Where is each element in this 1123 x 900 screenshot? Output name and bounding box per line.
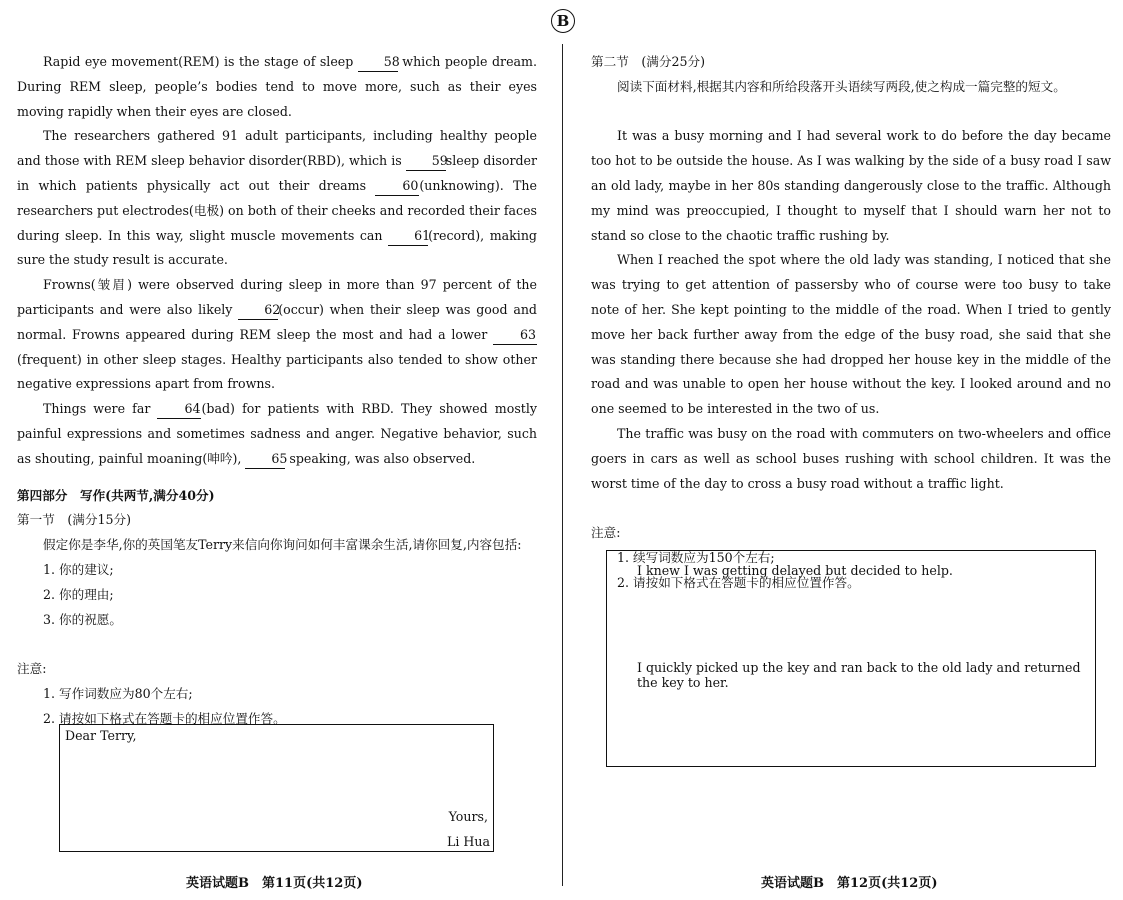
note-item: 2. 请按如下格式在答题卡的相应位置作答。	[617, 574, 860, 590]
page-footer-right: 英语试题B 第12页(共12页)	[761, 876, 938, 891]
passage-paragraph-4: Things were far 64(bad) for patients with RBD. They showed mostly painful expressions and sometimes sadness and anger. Negative behavior, such as shouting, painful moaning(呻吟), 65 speaking, was also observed.	[17, 397, 537, 471]
continuation-opening-1: I knew I was getting delayed but decided to help.	[637, 563, 953, 578]
note-item: 1. 续写词数应为150个左右;	[617, 549, 775, 565]
note-label: 注意:	[17, 661, 47, 677]
story-paragraph: It was a busy morning and I had several work to do before the day became too hot to be outside the house. As I was walking by the side of a busy road I saw an old lady, maybe in her 80s standing dangerously close to the traffic. Although my mind was preoccupied, I thought to myself that I should warn her not to stand so close to the chaotic traffic rushing by.	[591, 128, 1111, 243]
story-paragraph: The traffic was busy on the road with commuters on two-wheelers and office goers in cars as well as school buses rushing with school children. It was the worst time of the day to cross a busy road without a traffic light.	[591, 425, 1111, 491]
letter-signature: Li Hua	[447, 834, 490, 849]
blank-60[interactable]: 60	[375, 177, 419, 196]
section-4-title: 第四部分 写作(共两节,满分40分)	[17, 487, 215, 503]
section-2-title: 第二节 (满分25分)	[591, 54, 706, 69]
version-badge: B	[551, 9, 575, 33]
blank-65[interactable]: 65	[245, 450, 285, 469]
section-1-title: 第一节 (满分15分)	[17, 512, 132, 528]
passage-paragraph-2: The researchers gathered 91 adult participants, including healthy people and those with REM sleep behavior disorder(RBD), which is 59sleep disorder in which patients physically act out their dreams 60(unknowing). The researchers put electrodes(电极) on both of their cheeks and recorded their faces during sleep. In this way, slight muscle movements can 61(record), making sure the study result is accurate.	[17, 128, 537, 268]
letter-greeting: Dear Terry,	[65, 728, 137, 743]
blank-59[interactable]: 59	[406, 152, 446, 171]
continuation-answer-box[interactable]	[606, 550, 1096, 767]
blank-64[interactable]: 64	[157, 400, 201, 419]
letter-answer-box[interactable]	[59, 724, 494, 852]
blank-62[interactable]: 62	[238, 301, 278, 320]
task-item: 1. 你的建议;	[43, 561, 114, 577]
writing-task: 假定你是李华,你的英国笔友Terry来信向你询问如何丰富课余生活,请你回复,内容包括:	[43, 537, 522, 553]
column-divider	[562, 44, 563, 886]
right-column	[591, 50, 1111, 596]
story-paragraph: When I reached the spot where the old lady was standing, I noticed that she was trying to get attention of passersby who of course were too busy to take note of her. She kept pointing to the middle of the road. When I tried to gently move her back further away from the edge of the busy road, she said that she was standing there because she had dropped her house key in the middle of the road and was unable to open her house without the key. I looked around and no one seemed to be interested in the two of us.	[591, 252, 1111, 417]
task-item: 3. 你的祝愿。	[43, 611, 122, 627]
blank-61[interactable]: 61	[388, 227, 428, 246]
passage-paragraph-3: Frowns(皱眉) were observed during sleep in more than 97 percent of the participants and were also likely 62(occur) when their sleep was good and normal. Frowns appeared during REM sleep the most and had a lower 63(frequent) in other sleep stages. Healthy participants also tended to show other negative expressions apart from frowns.	[17, 277, 537, 392]
blank-63[interactable]: 63	[493, 326, 537, 345]
note-item: 2. 请按如下格式在答题卡的相应位置作答。	[43, 710, 286, 726]
continuation-instruction: 阅读下面材料,根据其内容和所给段落开头语续写两段,使之构成一篇完整的短文。	[617, 78, 1066, 94]
note-label: 注意:	[591, 525, 621, 541]
continuation-opening-2: I quickly picked up the key and ran back to the old lady and returned the key to her.	[637, 660, 1081, 690]
left-column	[17, 50, 537, 732]
letter-closing: Yours,	[448, 809, 488, 824]
task-item: 2. 你的理由;	[43, 586, 114, 602]
note-item: 1. 写作词数应为80个左右;	[43, 685, 193, 701]
page-footer-left: 英语试题B 第11页(共12页)	[186, 876, 363, 891]
passage-paragraph-1: Rapid eye movement(REM) is the stage of sleep 58 which people dream. During REM sleep, people’s bodies tend to move more, such as their eyes moving rapidly when their eyes are closed.	[17, 54, 537, 119]
blank-58[interactable]: 58	[358, 53, 398, 72]
